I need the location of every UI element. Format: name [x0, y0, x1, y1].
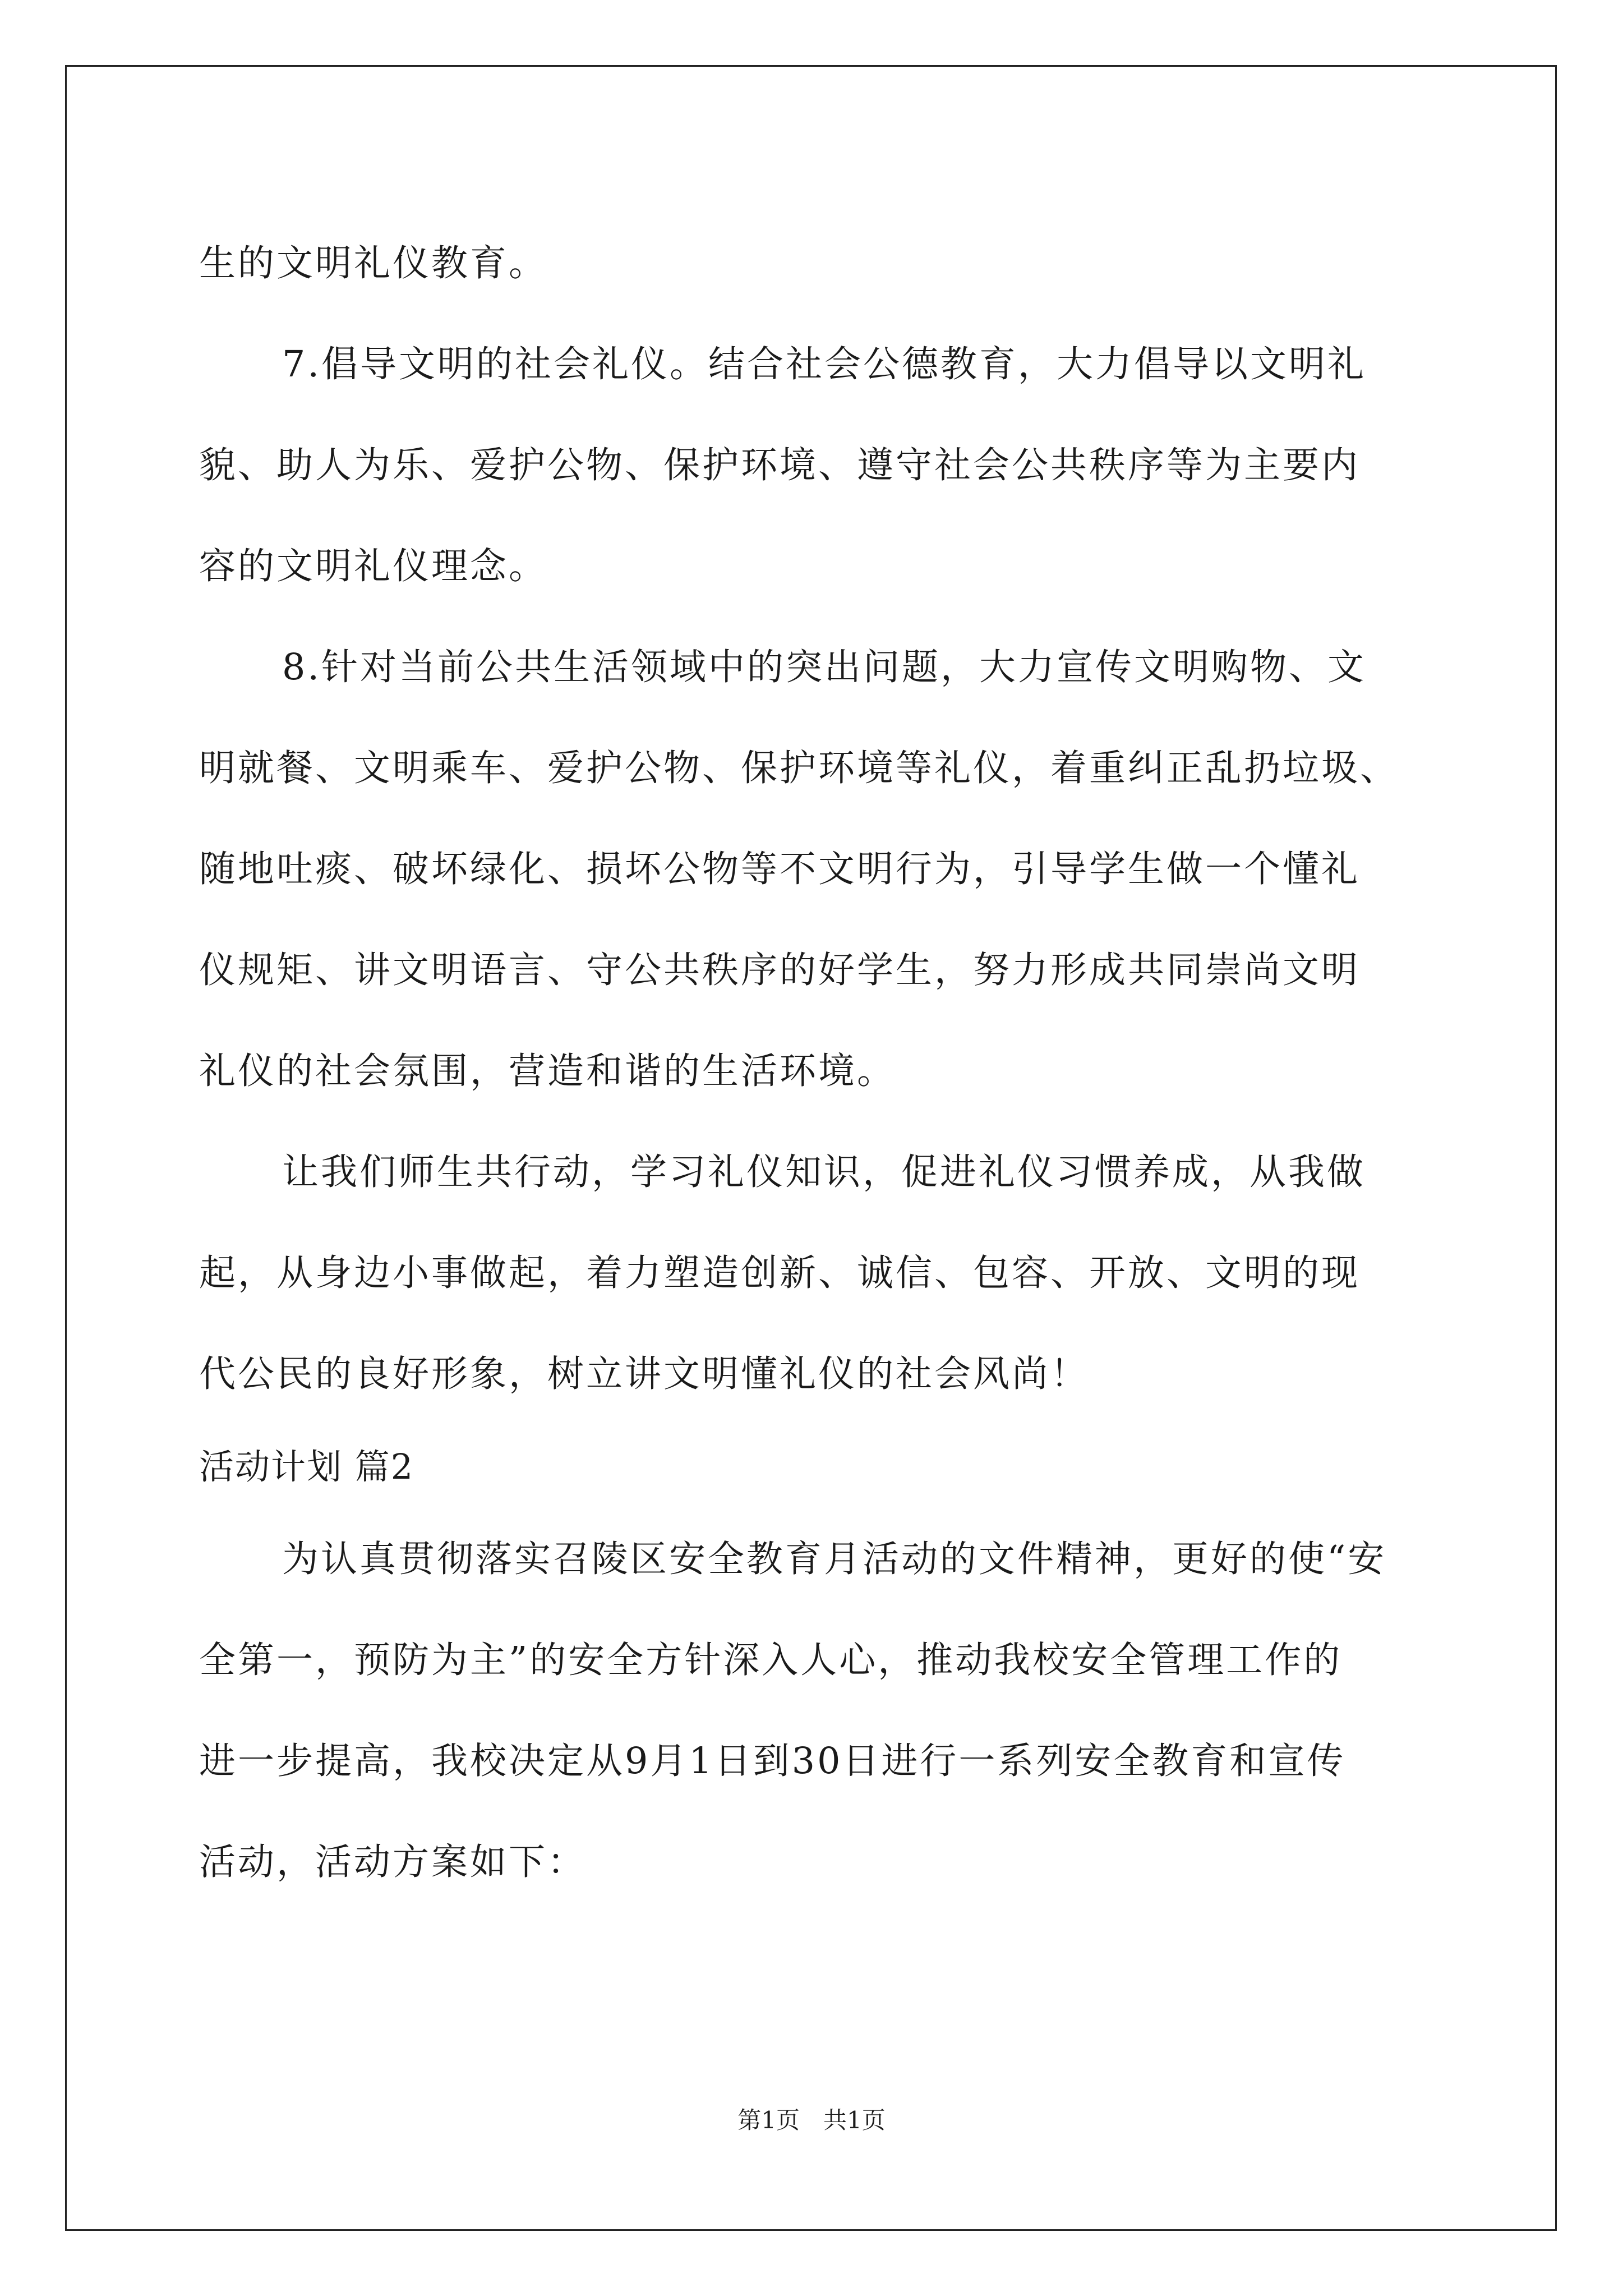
text-line: 代公民的良好形象，树立讲文明懂礼仪的社会风尚！ — [199, 1353, 1090, 1395]
text-line: 容的文明礼仪理念。 — [199, 545, 548, 587]
paragraph-item-7 — [199, 314, 1427, 617]
document-body — [199, 213, 1427, 1913]
text-line: 随地吐痰、破坏绿化、损坏公物等不文明行为，引导学生做一个懂礼 — [199, 848, 1361, 890]
text-line: 让我们师生共行动，学习礼仪知识，促进礼仪习惯养成，从我做 — [282, 1151, 1366, 1193]
text-line: 8.针对当前公共生活领域中的突出问题，大力宣传文明购物、文 — [282, 646, 1367, 688]
text-line: 礼仪的社会氛围，营造和谐的生活环境。 — [199, 1050, 896, 1092]
section-heading: 活动计划 篇2 — [199, 1446, 414, 1487]
text-line: 全第一，预防为主”的安全方针深入人心，推动我校安全管理工作的 — [199, 1639, 1343, 1681]
paragraph-section-intro — [199, 1509, 1427, 1913]
text-line: 进一步提高，我校决定从9月1日到30日进行一系列安全教育和宣传 — [199, 1740, 1346, 1782]
page-footer: 第1页 共1页 — [737, 2106, 886, 2134]
text-line: 起，从身边小事做起，着力塑造创新、诚信、包容、开放、文明的现 — [199, 1252, 1361, 1294]
text-line: 貌、助人为乐、爱护公物、保护环境、遵守社会公共秩序等为主要内 — [199, 444, 1361, 486]
text-line: 明就餐、文明乘车、爱护公物、保护环境等礼仪，着重纠正乱扔垃圾、 — [199, 747, 1399, 789]
text-line: 生的文明礼仪教育。 — [199, 242, 548, 284]
paragraph-continuation — [199, 213, 1427, 314]
text-line: 为认真贯彻落实召陵区安全教育月活动的文件精神，更好的使“安 — [282, 1538, 1387, 1580]
paragraph-item-8 — [199, 617, 1427, 1122]
text-line: 7.倡导文明的社会礼仪。结合社会公德教育，大力倡导以文明礼 — [282, 343, 1367, 385]
text-line: 活动，活动方案如下： — [199, 1841, 587, 1883]
paragraph-closing — [199, 1122, 1427, 1425]
text-line: 仪规矩、讲文明语言、守公共秩序的好学生，努力形成共同崇尚文明 — [199, 949, 1361, 991]
